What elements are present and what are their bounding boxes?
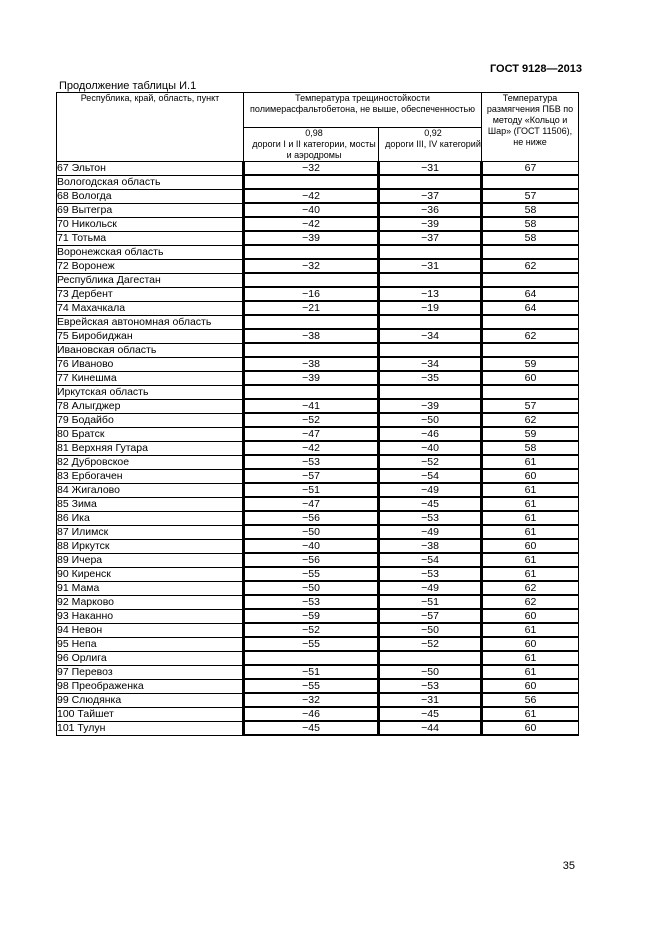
table-row [57,357,579,371]
cell-temp-098: −51 [244,483,379,497]
cell-softening: 56 [482,693,579,707]
cell-softening: 61 [482,511,579,525]
cell-location: 94 Невон [57,623,244,637]
cell-temp-098: −47 [244,497,379,511]
cell-location: 90 Киренск [57,567,244,581]
cell-softening: 58 [482,203,579,217]
cell-temp-098: −51 [244,665,379,679]
cell-softening: 60 [482,371,579,385]
cell-softening: 60 [482,539,579,553]
table-row [57,413,579,427]
cell-temp-092: −39 [379,217,482,231]
climate-table [56,92,579,736]
region-row [57,273,579,287]
cell-temp-098: −39 [244,231,379,245]
cell-temp-098 [244,343,379,357]
table-row [57,623,579,637]
cell-softening: 60 [482,609,579,623]
cell-softening: 60 [482,637,579,651]
cell-location: 77 Кинешма [57,371,244,385]
cell-location: 96 Орлига [57,651,244,665]
cell-temp-098 [244,385,379,399]
header-softening: Температура размягчения ПБВ по методу «Кольцо и Шар» (ГОСТ 11506), не ниже [482,93,579,162]
cell-temp-092: −53 [379,679,482,693]
cell-temp-098: −40 [244,539,379,553]
cell-temp-098: −41 [244,399,379,413]
cell-temp-098: −53 [244,455,379,469]
cell-temp-092: −35 [379,371,482,385]
cell-location: 89 Ичера [57,553,244,567]
table-row [57,189,579,203]
cell-temp-092: −49 [379,483,482,497]
table-row [57,455,579,469]
cell-location: 92 Марково [57,595,244,609]
cell-temp-098: −42 [244,217,379,231]
cell-temp-092: −37 [379,189,482,203]
cell-softening: 62 [482,329,579,343]
cell-temp-098: −32 [244,693,379,707]
cell-temp-098: −39 [244,371,379,385]
cell-location: 81 Верхняя Гутара [57,441,244,455]
cell-temp-098 [244,245,379,259]
cell-softening [482,315,579,329]
table-row [57,203,579,217]
cell-temp-098: −56 [244,511,379,525]
cell-temp-098: −21 [244,301,379,315]
cell-softening: 64 [482,301,579,315]
cell-softening: 61 [482,455,579,469]
table-row [57,217,579,231]
table-row [57,399,579,413]
cell-location: 100 Тайшет [57,707,244,721]
cell-location: 75 Биробиджан [57,329,244,343]
cell-softening: 60 [482,679,579,693]
table-row [57,609,579,623]
cell-softening: 61 [482,553,579,567]
cell-location: 91 Мама [57,581,244,595]
cell-softening: 67 [482,162,579,176]
cell-temp-098: −32 [244,162,379,176]
header-098: 0,98 дороги I и II категории, мосты и аэродромы [244,128,379,162]
cell-location: Вологодская область [57,175,244,189]
cell-temp-092: −31 [379,693,482,707]
cell-temp-098: −40 [244,203,379,217]
cell-softening: 61 [482,665,579,679]
cell-temp-092: −13 [379,287,482,301]
cell-temp-092: −50 [379,623,482,637]
cell-softening: 58 [482,441,579,455]
cell-location: Воронежская область [57,245,244,259]
header-092: 0,92 дороги III, IV категорий [379,128,482,162]
cell-temp-092: −50 [379,665,482,679]
cell-softening: 62 [482,413,579,427]
table-row [57,259,579,273]
cell-location: 68 Вологда [57,189,244,203]
region-row [57,343,579,357]
cell-softening: 61 [482,483,579,497]
cell-location: 93 Наканно [57,609,244,623]
cell-temp-092: −52 [379,455,482,469]
cell-temp-098: −55 [244,637,379,651]
cell-softening [482,343,579,357]
cell-temp-092: −39 [379,399,482,413]
table-row [57,637,579,651]
table-row [57,707,579,721]
page-number: 35 [562,860,575,872]
cell-softening [482,245,579,259]
table-row [57,441,579,455]
cell-location: Республика Дагестан [57,273,244,287]
cell-softening: 64 [482,287,579,301]
cell-location: 71 Тотьма [57,231,244,245]
table-row [57,567,579,581]
cell-temp-098 [244,175,379,189]
cell-softening [482,273,579,287]
cell-temp-092: −45 [379,707,482,721]
cell-temp-098 [244,273,379,287]
cell-temp-098: −55 [244,567,379,581]
cell-temp-098 [244,315,379,329]
cell-temp-092: −52 [379,637,482,651]
cell-temp-092: −57 [379,609,482,623]
cell-temp-092: −49 [379,525,482,539]
region-row [57,175,579,189]
cell-softening: 62 [482,259,579,273]
cell-temp-092: −34 [379,357,482,371]
cell-temp-098: −52 [244,623,379,637]
cell-temp-098: −32 [244,259,379,273]
cell-location: 69 Вытегра [57,203,244,217]
standard-code: ГОСТ 9128—2013 [489,63,582,75]
cell-location: 82 Дубровское [57,455,244,469]
cell-softening [482,175,579,189]
cell-location: 79 Бодайбо [57,413,244,427]
cell-location: 67 Эльтон [57,162,244,176]
cell-temp-092: −53 [379,567,482,581]
cell-location: Иркутская область [57,385,244,399]
cell-temp-092: −46 [379,427,482,441]
cell-softening: 59 [482,357,579,371]
table-row [57,483,579,497]
cell-location: 84 Жигалово [57,483,244,497]
cell-temp-092 [379,273,482,287]
cell-softening: 58 [482,217,579,231]
cell-temp-092: −50 [379,413,482,427]
cell-location: 72 Воронеж [57,259,244,273]
table-body [57,162,579,736]
table-row [57,553,579,567]
table-row [57,301,579,315]
cell-softening: 57 [482,399,579,413]
cell-softening: 58 [482,231,579,245]
table-row [57,525,579,539]
header-region: Республика, край, область, пункт [57,93,244,162]
cell-softening [482,385,579,399]
cell-temp-092: −38 [379,539,482,553]
table-row [57,287,579,301]
table-row [57,497,579,511]
cell-temp-092: −34 [379,329,482,343]
cell-temp-092 [379,385,482,399]
cell-location: 97 Перевоз [57,665,244,679]
cell-location: 86 Ика [57,511,244,525]
cell-temp-092: −54 [379,469,482,483]
table-row [57,511,579,525]
cell-location: 80 Братск [57,427,244,441]
cell-location: 101 Тулун [57,721,244,735]
table-row [57,231,579,245]
cell-temp-092: −44 [379,721,482,735]
cell-softening: 60 [482,469,579,483]
cell-location: 73 Дербент [57,287,244,301]
cell-location: 76 Иваново [57,357,244,371]
cell-location: 95 Непа [57,637,244,651]
cell-temp-092 [379,245,482,259]
table-row [57,651,579,665]
cell-temp-098: −46 [244,707,379,721]
table-row [57,595,579,609]
cell-temp-098: −53 [244,595,379,609]
table-row [57,665,579,679]
table-row [57,539,579,553]
cell-location: Ивановская область [57,343,244,357]
cell-temp-098: −50 [244,525,379,539]
cell-temp-098: −57 [244,469,379,483]
cell-softening: 61 [482,525,579,539]
table-row [57,721,579,735]
region-row [57,245,579,259]
cell-temp-098: −42 [244,189,379,203]
region-row [57,315,579,329]
cell-location: 74 Махачкала [57,301,244,315]
cell-temp-098: −56 [244,553,379,567]
cell-location: 78 Алыгджер [57,399,244,413]
cell-location: 99 Слюдянка [57,693,244,707]
cell-location: 98 Преображенка [57,679,244,693]
table-row [57,581,579,595]
cell-location: 83 Ербогачен [57,469,244,483]
table-continuation-caption: Продолжение таблицы И.1 [59,80,197,92]
cell-temp-092 [379,651,482,665]
table-row [57,469,579,483]
cell-temp-098 [244,651,379,665]
table-row [57,427,579,441]
cell-softening: 62 [482,595,579,609]
cell-softening: 60 [482,721,579,735]
cell-temp-092 [379,175,482,189]
table-row [57,679,579,693]
cell-temp-098: −47 [244,427,379,441]
cell-temp-098: −55 [244,679,379,693]
region-row [57,385,579,399]
cell-temp-092: −36 [379,203,482,217]
cell-temp-098: −45 [244,721,379,735]
cell-location: Еврейская автономная область [57,315,244,329]
table-row [57,329,579,343]
cell-temp-098: −50 [244,581,379,595]
cell-location: 70 Никольск [57,217,244,231]
cell-temp-092 [379,343,482,357]
cell-location: 88 Иркутск [57,539,244,553]
cell-temp-092: −31 [379,162,482,176]
cell-temp-092: −51 [379,595,482,609]
cell-temp-092 [379,315,482,329]
cell-softening: 57 [482,189,579,203]
cell-softening: 61 [482,497,579,511]
cell-temp-092: −45 [379,497,482,511]
cell-temp-098: −42 [244,441,379,455]
cell-softening: 59 [482,427,579,441]
cell-softening: 61 [482,623,579,637]
cell-temp-092: −31 [379,259,482,273]
cell-temp-092: −53 [379,511,482,525]
cell-temp-092: −49 [379,581,482,595]
table-row [57,162,579,176]
cell-temp-098: −38 [244,357,379,371]
cell-temp-098: −59 [244,609,379,623]
cell-softening: 61 [482,567,579,581]
table-row [57,693,579,707]
cell-temp-092: −54 [379,553,482,567]
cell-location: 87 Илимск [57,525,244,539]
table-row [57,371,579,385]
cell-temp-092: −37 [379,231,482,245]
cell-location: 85 Зима [57,497,244,511]
cell-softening: 61 [482,651,579,665]
cell-softening: 62 [482,581,579,595]
cell-temp-092: −40 [379,441,482,455]
header-temp-group: Температура трещиностойкости полимерасфальтобетона, не выше, обеспеченностью [244,93,482,128]
cell-temp-098: −52 [244,413,379,427]
cell-softening: 61 [482,707,579,721]
cell-temp-098: −38 [244,329,379,343]
cell-temp-098: −16 [244,287,379,301]
cell-temp-092: −19 [379,301,482,315]
